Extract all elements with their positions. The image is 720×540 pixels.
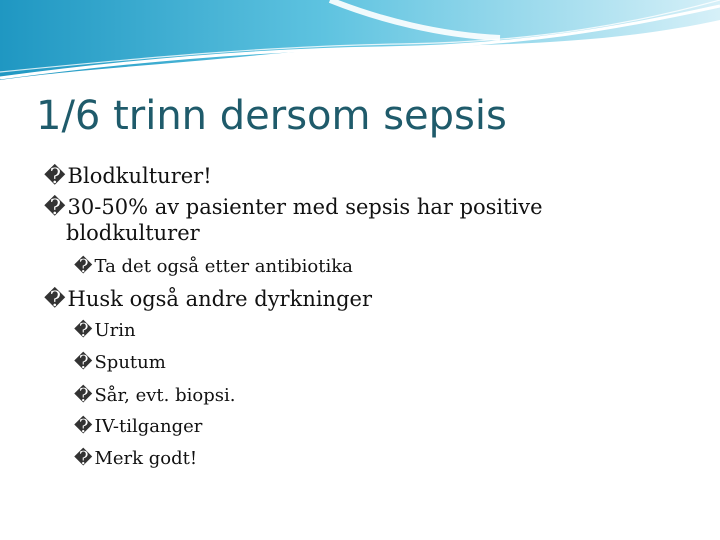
bullet-text: Urin [94, 320, 136, 341]
bullet-text: Merk godt! [94, 448, 198, 469]
bullet-item-dyrkninger [44, 287, 372, 311]
bullet-text: Sår, evt. biopsi. [94, 385, 236, 406]
bullet-item-sar [74, 385, 235, 407]
slide-title: 1/6 trinn dersom sepsis [36, 93, 507, 139]
bullet-marker-icon: � [44, 195, 66, 219]
bullet-marker-icon: � [74, 352, 93, 373]
bullet-item-blodkulturer [44, 164, 212, 188]
bullet-marker-icon: � [74, 416, 93, 437]
bullet-text: 30-50% av pasienter med sepsis har positive [67, 195, 543, 219]
bullet-text: Husk også andre dyrkninger [67, 287, 372, 311]
bullet-item-antibiotika [74, 256, 353, 278]
bullet-marker-icon: � [44, 164, 66, 188]
bullet-item-positive [44, 195, 543, 219]
bullet-continuation: blodkulturer [66, 221, 200, 245]
bullet-text: IV-tilganger [94, 416, 203, 437]
bullet-marker-icon: � [74, 448, 93, 469]
bullet-text: Ta det også etter antibiotika [94, 256, 353, 277]
bullet-text: Blodkulturer! [67, 164, 212, 188]
bullet-item-merk [74, 448, 197, 470]
bullet-marker-icon: � [44, 287, 66, 311]
bullet-marker-icon: � [74, 256, 93, 277]
bullet-marker-icon: � [74, 385, 93, 406]
bullet-item-sputum [74, 352, 166, 374]
bullet-marker-icon: � [74, 320, 93, 341]
bullet-text: Sputum [94, 352, 166, 373]
bullet-item-iv-tilganger [74, 416, 202, 438]
bullet-item-urin [74, 320, 136, 342]
